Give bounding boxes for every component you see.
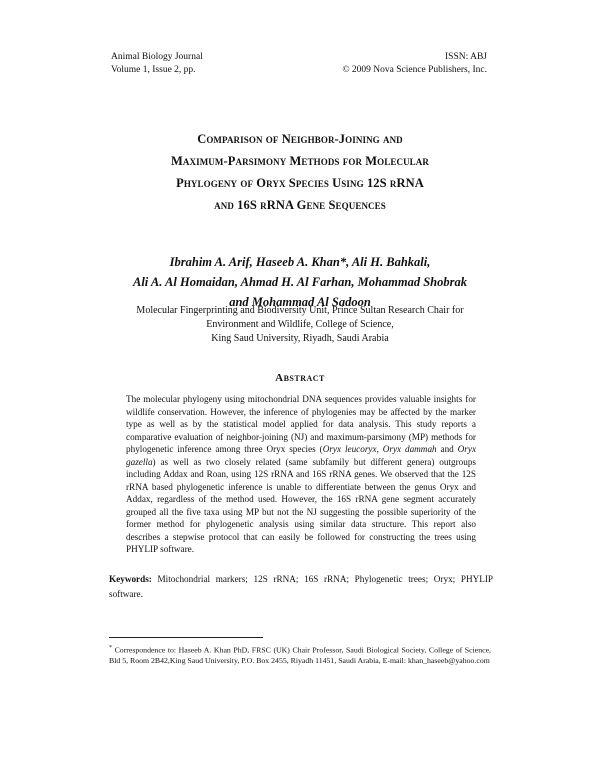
keywords-text: Mitochondrial markers; 12S rRNA; 16S rRNA; Phylogenetic trees; Oryx; PHYLIP software. [109,574,494,599]
footnote-divider [109,637,263,638]
running-header-left [111,51,203,77]
abstract-text: and [436,444,458,454]
affiliation-line: Environment and Wildlife, College of Science, [206,319,394,330]
issn: ISSN: ABJ [445,52,487,62]
title-line: Phylogeny of Oryx Species Using 12S rRNA [176,176,424,190]
footnote-mark: * [109,645,112,651]
abstract-heading: Abstract [275,372,325,384]
author-list [60,252,540,312]
species-name: Oryx gazella [126,444,477,467]
author-line: Ibrahim A. Arif, Haseeb A. Khan*, Ali H. Bahkali, [169,255,431,269]
keywords-label: Keywords: [109,574,152,584]
title-line: Comparison of Neighbor-Joining and [197,132,403,146]
title-line: Maximum-Parsimony Methods for Molecular [171,154,429,168]
species-name: Oryx leucoryx [322,444,377,454]
running-header-right [342,51,487,77]
affiliation [80,304,520,346]
footnote-text: Correspondence to: Haseeb A. Khan PhD, FRSC (UK) Chair Professor, Saudi Biological Society, College of Science, Bld 5, Room 2B42,King Saud University, P.O. Box 2455, Riyadh 11451, Saudi Arabia, E-mail: khan_haseeb@yahoo.com [109,645,491,666]
affiliation-line: King Saud University, Riyadh, Saudi Arabia [211,333,389,344]
species-name: Oryx dammah [382,444,437,454]
abstract-text: The molecular phylogeny using mitochondrial DNA sequences provides valuable insights for wildlife conservation. However, the inference of phylogenies may be affected by the marker type as well as by the statistical model applied for data analysis. This study reports a comparative evaluation of neighbor-joining (NJ) and maximum-parsimony (MP) methods for phylogenetic inference among three Oryx species ( [126,394,476,454]
copyright: © 2009 Nova Science Publishers, Inc. [342,65,487,75]
author-line: Ali A. Al Homaidan, Ahmad H. Al Farhan, Mohammad Shobrak [132,275,467,289]
author-line: and Mohammad Al Sadoon [229,295,371,309]
abstract-text: ) as well as two closely related (same subfamily but different genera) outgroups including Addax and Roan, using 12S rRNA and 16S rRNA genes. We observed that the 12S rRNA based phylogenetic inference is unable to differentiate between the genus Oryx and Addax, regardless of the method used. However, the 16S rRNA gene segment accurately grouped all the five taxa using MP but not the NJ suggesting the possible superiority of the former method for phylogenetic analysis using similar data structure. This report also describes a stepwise protocol that can easily be followed for constructing the trees using PHYLIP software. [126,456,476,554]
abstract-text: , [376,444,383,454]
paper-title [60,128,540,216]
title-line: and 16S rRNA Gene Sequences [214,198,386,212]
volume-issue: Volume 1, Issue 2, pp. [111,65,196,75]
affiliation-line: Molecular Fingerprinting and Biodiversity Unit, Prince Sultan Research Chair for [136,305,464,316]
journal-name: Animal Biology Journal [111,52,203,62]
abstract-body [126,393,476,556]
correspondence-footnote [109,643,491,667]
keywords [109,572,493,601]
